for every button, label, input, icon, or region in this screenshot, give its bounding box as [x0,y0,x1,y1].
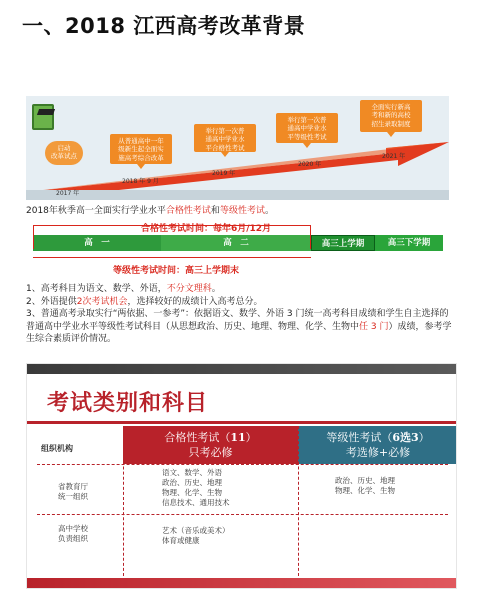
timeline-year-2021: 2021 年 [382,153,406,160]
timeline-ground [26,190,449,200]
policy-item-1-highlight: 不分文理科 [166,284,212,294]
graded-header-close: ） [418,431,430,444]
graded-exam-time: 等级性考试时间：高三上学期末 [113,266,240,276]
grade-segment-3b: 高三下学期 [375,235,443,251]
qualifying-exam-header [123,426,298,464]
timeline-year-2017: 2017 年 [56,190,80,197]
graded-exam-header [298,426,457,464]
summary-prefix: 2018年秋季高一全面实行学业水平 [26,206,166,216]
timeline-year-2018: 2018 年 9 月 [122,178,159,185]
table-divider-h1 [37,464,448,465]
grade-segment-3a: 高三上学期 [311,235,375,251]
school-qualifying-subjects: 艺术（音乐或美术） 体育或健康 [162,526,230,545]
graded-header-line2: 考选修+必修 [345,446,411,459]
grade-segment-1: 高 一 [33,235,161,251]
timeline-box-2020: 举行第一次普 通高中学业水 平等级性考试 [276,113,338,143]
qualifying-header-line1 [123,430,298,445]
summary-highlight-1: 合格性考试 [165,206,211,216]
summary-mid: 和 [210,206,220,216]
graded-header-line1 [298,430,457,445]
reform-summary-line [26,203,274,216]
table-divider-v2 [298,426,299,576]
provincial-qualifying-subjects: 语文、数学、外语 政治、历史、地理 物理、化学、生物 信息技术、通用技术 [162,468,230,507]
qualifying-header-line2: 只考必修 [188,446,233,459]
policy-item-2-text: 2、外语提供 [26,296,77,307]
table-divider-h2 [37,514,448,515]
policy-item-3-end: ）成绩，参考学生综合素质评价情况。 [26,321,452,344]
grade-segment-2: 高 二 [161,235,311,251]
timeline-box-2018: 从普通高中一年 级新生起全面实 施高考综合改革 [110,134,172,164]
timeline-box-2021: 全面实行新高 考和新的高校 招生录取制度 [360,100,422,132]
qualifying-exam-time: 合格性考试时间：每年6月/12月 [141,224,272,234]
org-column-label: 组织机构 [41,444,73,453]
policy-item-3-text: 3、普通高考录取实行“两依据、一参考”：依据语文、数学、外语 3 门统一高考科目成绩和学生自主选择的普通高中学业水平等级性考试科目（从思想政治、历史、地理、物理、化学、生物中 [26,309,449,332]
timeline-box-2019: 举行第一次普 通高中学业水 平合格性考试 [194,124,256,152]
policy-item-2 [26,296,456,309]
slide-title-rule [27,421,456,424]
policy-item-1-end: 。 [211,284,221,294]
graded-header-text: 等级性考试（ [326,431,393,444]
qualifying-bracket [33,225,311,249]
timeline-box-2017: 启动 改革试点 [45,141,83,165]
page-heading: 一、2018 江西高考改革背景 [22,14,306,38]
table-divider-v1 [123,426,124,576]
summary-suffix: 。 [264,206,274,216]
policy-item-1-text: 1、高考科目为语文、数学、外语， [26,284,167,294]
exam-schedule [33,221,443,285]
timeline-year-2019: 2019 年 [212,170,236,177]
summary-highlight-2: 等级性考试 [219,206,265,216]
policy-item-1 [26,283,456,296]
grad-cap-icon [37,109,55,115]
exam-category-slide [26,363,457,589]
chalkboard-icon [32,104,54,130]
reform-timeline [26,96,449,200]
qualifying-header-close: ） [245,431,257,444]
row-label-school: 高中学校 负责组织 [58,524,88,543]
policy-item-2-highlight: 2次考试机会 [76,296,128,307]
policy-list [26,283,456,346]
provincial-graded-subjects: 政治、历史、地理 物理、化学、生物 [335,476,395,495]
qualifying-header-count: 11 [230,431,246,444]
policy-item-3 [26,308,456,346]
policy-item-2-end: ，选择较好的成绩计入高考总分。 [127,296,263,307]
slide-top-bar [27,364,456,374]
policy-item-3-highlight: 任 3 门 [359,321,389,332]
row-label-provincial: 省教育厅 统一组织 [58,482,88,501]
slide-bottom-bar [27,578,456,588]
slide-title: 考试类别和科目 [47,391,209,416]
qualifying-header-text: 合格性考试（ [164,431,231,444]
timeline-year-2020: 2020 年 [298,161,322,168]
graded-header-count: 6选3 [392,431,419,444]
graded-exam-rule [33,257,311,258]
